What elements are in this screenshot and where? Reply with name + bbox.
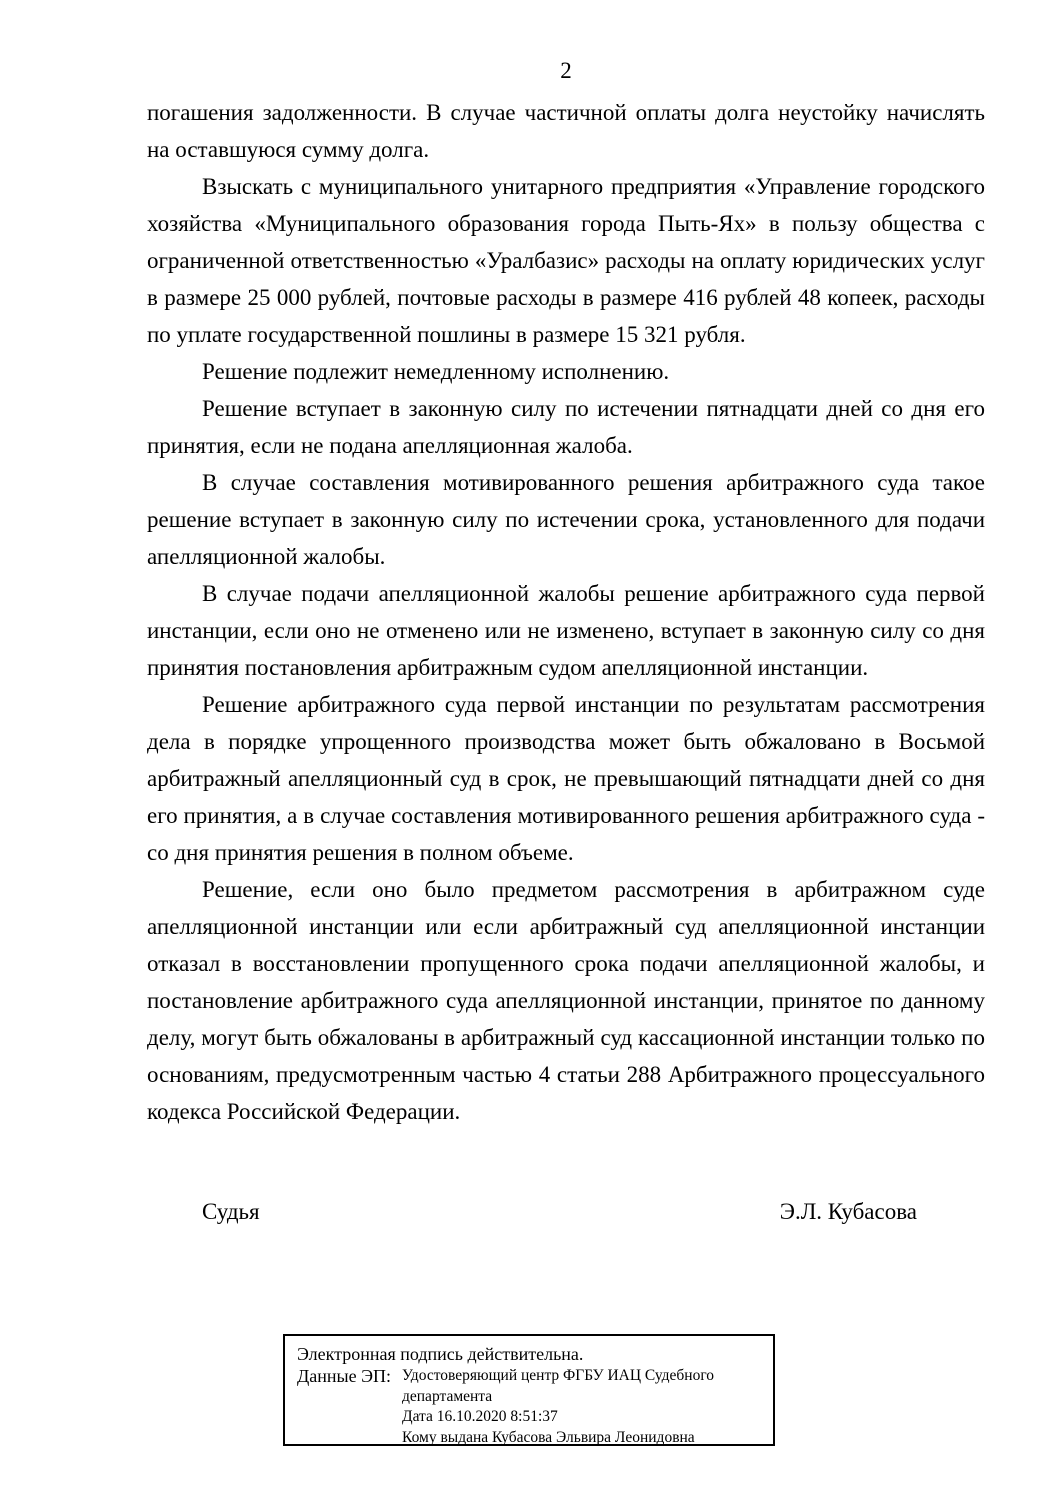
paragraph-immediate-execution: Решение подлежит немедленному исполнению. (202, 359, 670, 384)
stamp-data-row (297, 1366, 765, 1448)
paragraph-continuation: погашения задолженности. В случае частичной оплаты долга неустойку начислять на оставшуюся сумму долга. (147, 100, 985, 162)
paragraph-motivated-decision: В случае составления мотивированного решения арбитражного суда такое решение вступает в законную силу по истечении срока, установленного для подачи апелляционной жалобы. (147, 470, 985, 569)
document-body (147, 94, 985, 1130)
paragraph-recovery-order: Взыскать с муниципального унитарного предприятия «Управление городского хозяйства «Муниципального образования города Пыть-Ях» в пользу общества с ограниченной ответственностью «Уралбазис» расходы на оплату юридических услуг в размере 25 000 рублей, почтовые расходы в размере 416 рублей 48 копеек, расходы по уплате государственной пошлины в размере 15 321 рубля. (147, 174, 985, 347)
stamp-detail-issued-to: Кому выдана Кубасова Эльвира Леонидовна (402, 1428, 695, 1446)
stamp-details (402, 1366, 747, 1448)
electronic-signature-stamp (283, 1334, 775, 1446)
signature-row (147, 1193, 985, 1230)
signature-name: Э.Л. Кубасова (779, 1199, 917, 1224)
stamp-detail-certifying-center: Удостоверяющий центр ФГБУ ИАЦ Судебного департамента (402, 1367, 715, 1405)
paragraph-legal-force: Решение вступает в законную силу по истечении пятнадцати дней со дня его принятия, если не подана апелляционная жалоба. (147, 396, 985, 458)
stamp-validity-text: Электронная подпись действительна. (297, 1344, 584, 1364)
stamp-detail-date: Дата 16.10.2020 8:51:37 (402, 1408, 558, 1425)
signature-role: Судья (202, 1199, 260, 1224)
paragraph-cassation: Решение, если оно было предметом рассмотрения в арбитражном суде апелляционной инстанции или если арбитражный суд апелляционной инстанции отказал в восстановлении пропущенного срока подачи апелляционной жалобы, и постановление арбитражного суда апелляционной инстанции, принятое по данному делу, могут быть обжалованы в арбитражный суд кассационной инстанции только по основаниям, предусмотренным частью 4 статьи 288 Арбитражного процессуального кодекса Российской Федерации. (147, 877, 985, 1124)
paragraph-appeal-procedure: Решение арбитражного суда первой инстанции по результатам рассмотрения дела в порядке упрощенного производства может быть обжаловано в Восьмой арбитражный апелляционный суд в срок, не превышающий пятнадцати дней со дня его принятия, а в случае составления мотивированного решения арбитражного суда - со дня принятия решения в полном объеме. (147, 692, 985, 865)
stamp-data-label: Данные ЭП: (297, 1366, 391, 1386)
paragraph-appeal-filed: В случае подачи апелляционной жалобы решение арбитражного суда первой инстанции, если оно не отменено или не изменено, вступает в законную силу со дня принятия постановления арбитражным судом апелляционной инстанции. (147, 581, 985, 680)
page-number: 2 (560, 58, 572, 83)
